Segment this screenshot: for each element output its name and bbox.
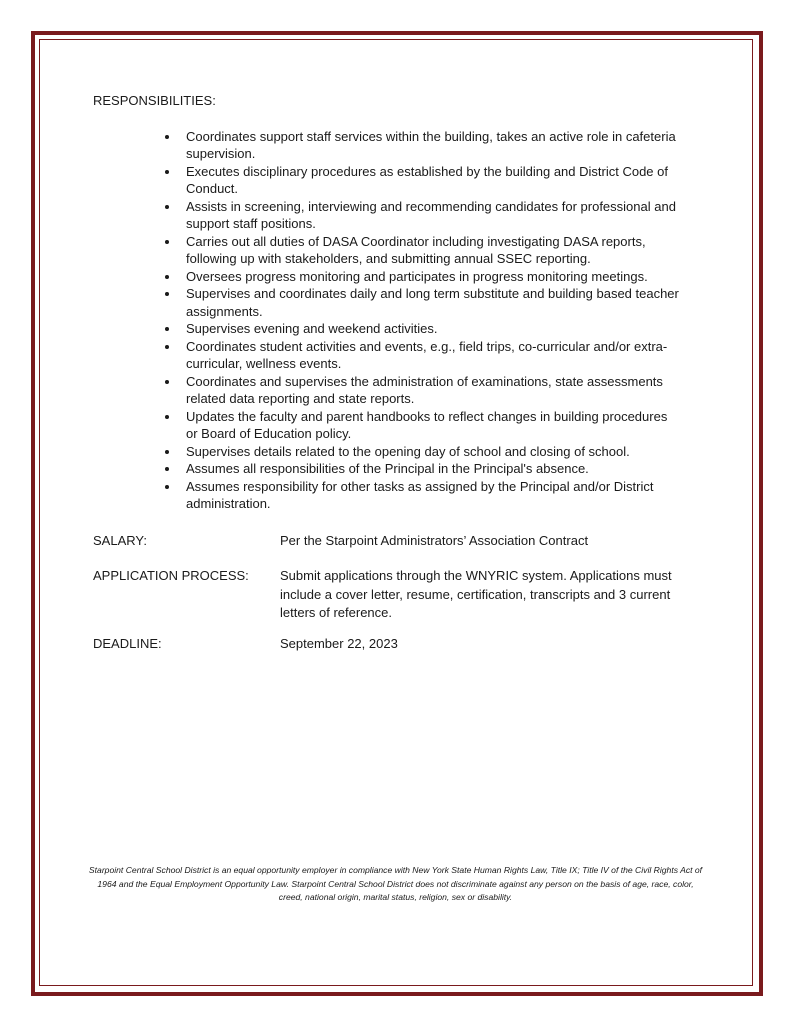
application-row — [93, 567, 705, 623]
application-label: APPLICATION PROCESS: — [93, 568, 249, 583]
responsibilities-heading: RESPONSIBILITIES: — [93, 93, 216, 108]
list-item: Assumes all responsibilities of the Principal in the Principal's absence. — [159, 460, 679, 478]
list-item: Coordinates and supervises the administration of examinations, state assessments related data reporting and state reports. — [159, 373, 679, 408]
application-value: Submit applications through the WNYRIC system. Applications must include a cover letter, resume, certification, transcripts and 3 current letters of reference. — [280, 568, 672, 620]
list-item: Supervises and coordinates daily and long term substitute and building based teacher assignments. — [159, 285, 679, 320]
list-item: Coordinates student activities and events, e.g., field trips, co-curricular and/or extra-curricular, wellness events. — [159, 338, 679, 373]
list-item: Assists in screening, interviewing and recommending candidates for professional and support staff positions. — [159, 198, 679, 233]
eeo-footer: Starpoint Central School District is an equal opportunity employer in compliance with New York State Human Rights Law, Title IX; Title IV of the Civil Rights Act of 1964 and the Equal Employment Opportunity Law. Starpoint Central School District does not discriminate against any person on the basis of age, race, color, creed, national origin, marital status, religion, sex or disability. — [88, 865, 703, 902]
list-item: Executes disciplinary procedures as established by the building and District Code of Conduct. — [159, 163, 679, 198]
list-item: Supervises evening and weekend activities. — [159, 320, 679, 338]
deadline-row — [93, 635, 705, 653]
salary-label: SALARY: — [93, 532, 147, 548]
list-item: Assumes responsibility for other tasks as assigned by the Principal and/or District administration. — [159, 478, 679, 513]
list-item: Coordinates support staff services within the building, takes an active role in cafeteria supervision. — [159, 128, 679, 163]
list-item: Supervises details related to the opening day of school and closing of school. — [159, 443, 679, 461]
salary-value: Per the Starpoint Administrators’ Association Contract — [280, 532, 589, 548]
list-item: Updates the faculty and parent handbooks to reflect changes in building procedures or Board of Education policy. — [159, 408, 679, 443]
deadline-value: September 22, 2023 — [280, 635, 398, 651]
list-item: Oversees progress monitoring and participates in progress monitoring meetings. — [159, 268, 679, 286]
responsibilities-list — [159, 128, 679, 513]
salary-row — [93, 532, 705, 550]
deadline-label: DEADLINE: — [93, 635, 162, 651]
list-item: Carries out all duties of DASA Coordinator including investigating DASA reports, following up with stakeholders, and submitting annual SSEC reporting. — [159, 233, 679, 268]
document-body — [93, 92, 705, 652]
